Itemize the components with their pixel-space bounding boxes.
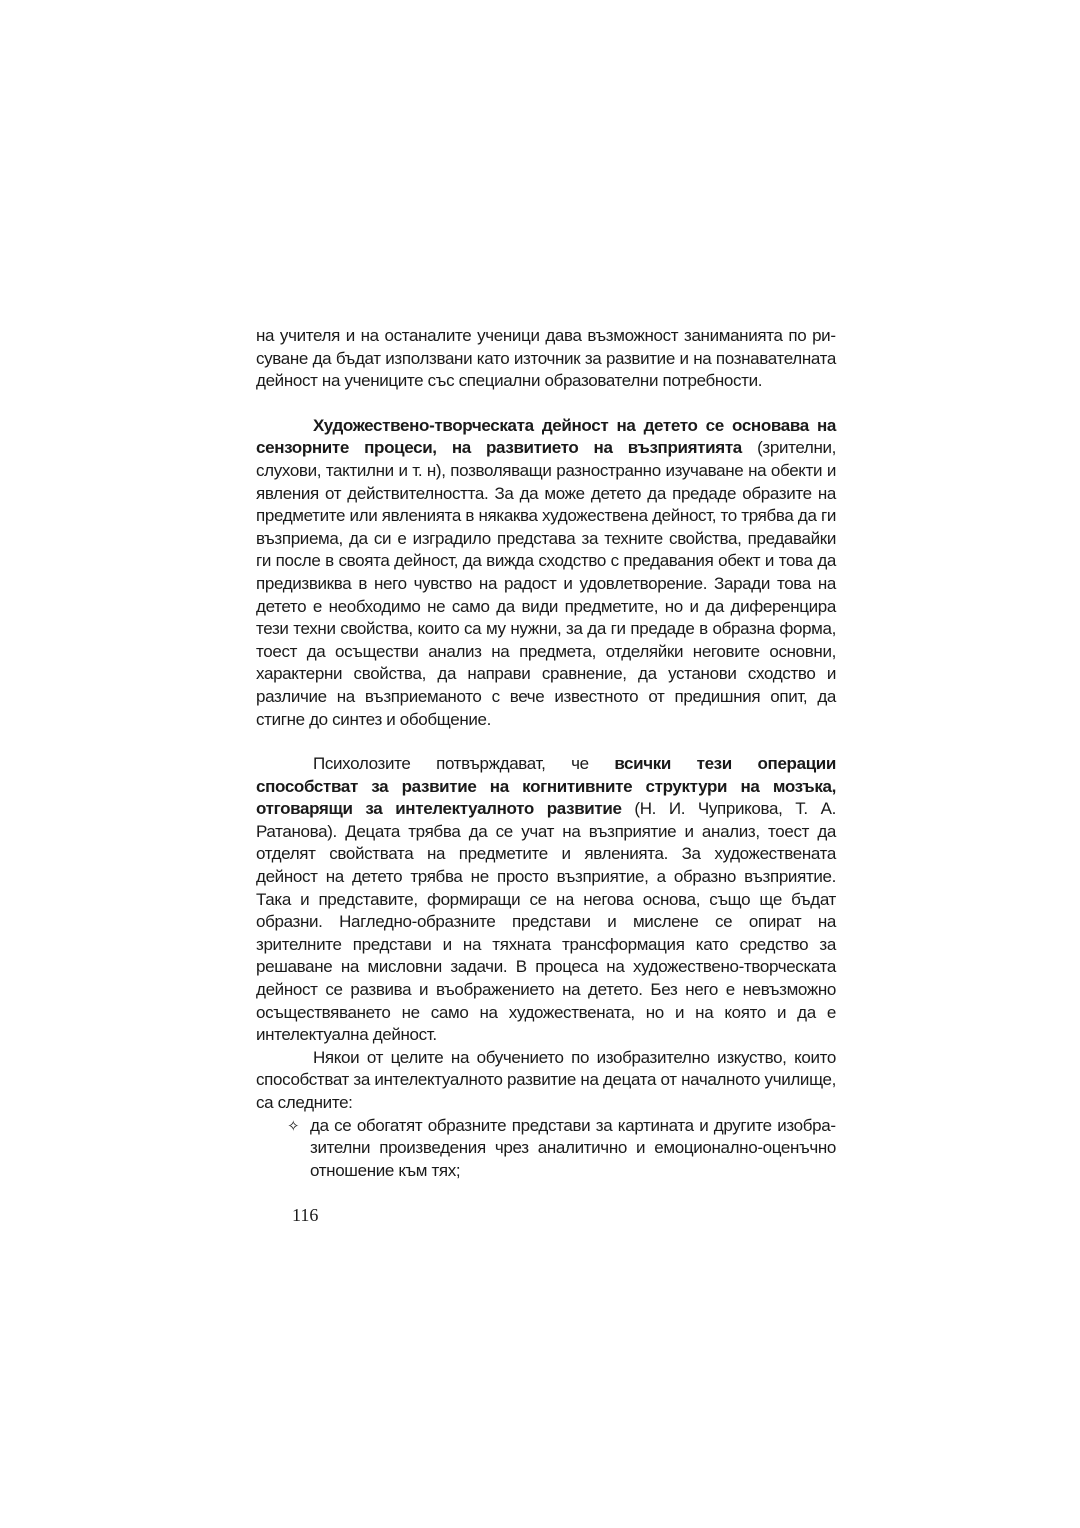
paragraph-2-text: (зрителни, слухови, тактилни и т. н), позволяващи разностранно изучаване на обекти и явления от действителността. За да може детето да предаде образите на предметите или явленията в някаква художествена дейност, то трябва да ги възприема, да си е изградило представа за техните свойства, предавайки ги после в своята дейност, да вижда сходство с предавания обект и това да предизвиква в него чувство на радост и удовлетворение. Заради това на детето е необходимо не само да види предметите, но и да диференцира тези техни свойства, които са му нужни, за да ги предаде в образна форма, тоест да осъществи анализ на предмета, отделяйки неговите основни, характерни свойства, да направи сравнение, да установи сходство и различие на възприеманото с вече известното от предишния опит, да стигне до синтез и обобщение. [256, 438, 836, 729]
paragraph-3 [256, 753, 836, 1047]
paragraph-4: Някои от целите на обучението по изобразително изкуство, които способстват за интелектуалното развитие на децата от началното училище, са следните: [256, 1047, 836, 1112]
list-item [256, 1115, 836, 1183]
page-body [256, 325, 836, 1182]
four-pointed-star-bullet-icon: ✧ [287, 1116, 300, 1135]
paragraph-3-lead: Психолозите потвърждават, че [313, 754, 615, 774]
page-number: 116 [292, 1205, 319, 1225]
goals-list [256, 1115, 836, 1183]
paragraph-2-bold: Художествено-творческата дейност на детето се основава на сензорните процеси, на развитието на възприятията [256, 415, 836, 458]
paragraph-3-text: (Н. И. Чуприкова, Т. А. Ратанова). Децата трябва да се учат на възприятие и анализ, тоест да отделят свойствата на предметите и явленията. За художествената дейност на детето трябва не просто възприятие, а образно възприятие. Така и представите, формиращи се на негова основа, също ще бъдат образни. Нагледно-образните представи и мислене се опират на зрителните представи и на тяхната трансформация като средство за решаване на мисловни задачи. В процеса на художествено-творческата дейност се развива и въображението на детето. Без него е невъзможно осъществяването не само на художествената, но и на която и да е интелектуална дейност. [256, 799, 836, 1045]
paragraph-3-bold: всички тези операции способстват за развитие на когнитивните структури на мозъка, отговарящи за интелектуалното развитие [256, 754, 836, 819]
paragraph-1: на учителя и на останалите ученици дава възможност заниманията по рисуване да бъдат използвани като източник за развитие и на познавателната дейност на учениците със специални образователни потребности. [256, 326, 836, 391]
list-item-text: да се обогатят образните представи за картината и другите изобразителни произведения чрез аналитично и емоционално-оценъчно отношение към тях; [310, 1115, 836, 1180]
paragraph-2 [256, 415, 836, 731]
